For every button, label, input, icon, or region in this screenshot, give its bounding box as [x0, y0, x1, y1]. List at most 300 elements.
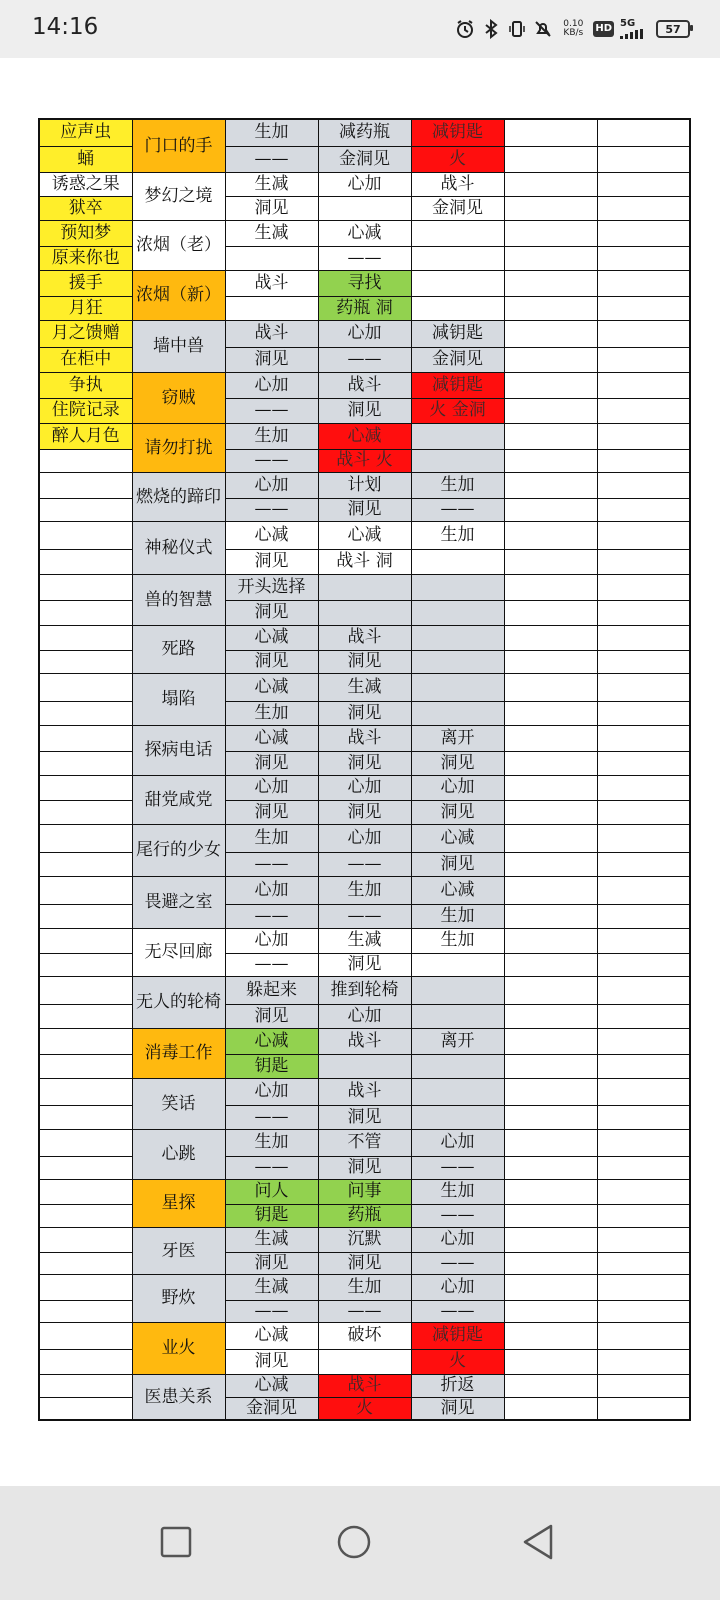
option-cell — [597, 904, 690, 928]
option-cell: 战斗 洞 — [318, 549, 411, 574]
table-row — [39, 775, 690, 800]
option-cell: —— — [225, 1300, 318, 1322]
dream-cell — [39, 498, 132, 521]
option-cell — [597, 574, 690, 600]
option-cell: 寻找 — [318, 270, 411, 296]
option-cell: 心减 — [411, 876, 504, 904]
event-name-cell: 心跳 — [132, 1129, 225, 1179]
event-name-cell: 窃贼 — [132, 372, 225, 423]
option-cell — [504, 423, 597, 449]
dream-cell — [39, 775, 132, 800]
option-cell: 洞见 — [225, 1252, 318, 1274]
option-cell: 心减 — [318, 521, 411, 549]
back-button[interactable] — [508, 1512, 568, 1572]
option-cell — [225, 296, 318, 320]
option-cell — [504, 1204, 597, 1227]
option-cell: —— — [225, 1105, 318, 1129]
option-cell: 洞见 — [318, 1252, 411, 1274]
dream-cell — [39, 549, 132, 574]
option-cell — [597, 119, 690, 146]
table-row — [39, 372, 690, 398]
event-name-cell: 业火 — [132, 1322, 225, 1374]
option-cell — [504, 220, 597, 246]
option-cell: 洞见 — [318, 650, 411, 673]
table-row — [39, 1028, 690, 1054]
option-cell — [504, 1078, 597, 1105]
option-cell: —— — [411, 1204, 504, 1227]
option-cell: 生加 — [225, 1129, 318, 1156]
option-cell — [504, 498, 597, 521]
option-cell — [504, 119, 597, 146]
event-name-cell: 神秘仪式 — [132, 521, 225, 574]
option-cell — [597, 1300, 690, 1322]
option-cell — [597, 1156, 690, 1179]
option-cell — [597, 246, 690, 270]
dream-cell — [39, 1227, 132, 1252]
dream-cell: 狱卒 — [39, 196, 132, 220]
event-name-cell: 甜党咸党 — [132, 775, 225, 824]
dream-cell — [39, 1252, 132, 1274]
option-cell — [597, 1105, 690, 1129]
option-cell: 洞见 — [225, 196, 318, 220]
option-cell: 洞见 — [225, 347, 318, 372]
option-cell — [504, 800, 597, 824]
option-cell — [504, 246, 597, 270]
home-button[interactable] — [324, 1512, 384, 1572]
option-cell: —— — [318, 246, 411, 270]
option-cell — [318, 574, 411, 600]
table-row — [39, 270, 690, 296]
option-cell — [504, 172, 597, 196]
option-cell: 药瓶 洞 — [318, 296, 411, 320]
option-cell — [597, 775, 690, 800]
table-row — [39, 119, 690, 146]
table-row — [39, 1179, 690, 1204]
option-cell: 洞见 — [318, 953, 411, 976]
option-cell: 钥匙 — [225, 1054, 318, 1078]
option-cell — [504, 270, 597, 296]
dream-cell — [39, 1322, 132, 1349]
option-cell: 心加 — [318, 1004, 411, 1028]
option-cell — [597, 852, 690, 876]
option-cell: 心加 — [411, 1227, 504, 1252]
option-cell: 沉默 — [318, 1227, 411, 1252]
dream-cell — [39, 824, 132, 852]
option-cell: 减钥匙 — [411, 372, 504, 398]
option-cell — [504, 521, 597, 549]
option-cell: 减药瓶 — [318, 119, 411, 146]
option-cell — [504, 1374, 597, 1397]
dream-cell: 争执 — [39, 372, 132, 398]
option-cell: —— — [318, 347, 411, 372]
dream-cell — [39, 1300, 132, 1322]
network-speed-unit: KB/s — [563, 28, 584, 38]
option-cell: 心加 — [225, 928, 318, 953]
option-cell: 心减 — [225, 673, 318, 701]
dream-cell: 原来你也 — [39, 246, 132, 270]
event-name-cell: 畏避之室 — [132, 876, 225, 928]
dream-cell — [39, 701, 132, 725]
dream-cell — [39, 852, 132, 876]
option-cell — [504, 928, 597, 953]
option-cell: —— — [225, 953, 318, 976]
option-cell: 洞见 — [225, 549, 318, 574]
option-cell: 战斗 火 — [318, 449, 411, 472]
option-cell — [597, 172, 690, 196]
option-cell — [597, 824, 690, 852]
option-cell — [597, 449, 690, 472]
event-name-cell: 野炊 — [132, 1274, 225, 1322]
square-icon — [159, 1525, 193, 1559]
option-cell: 火 — [411, 146, 504, 172]
option-cell: 战斗 — [225, 270, 318, 296]
option-cell — [504, 904, 597, 928]
option-cell: 生加 — [225, 119, 318, 146]
option-cell: 心减 — [411, 824, 504, 852]
option-cell: —— — [225, 449, 318, 472]
option-cell — [504, 1004, 597, 1028]
option-cell — [597, 876, 690, 904]
option-cell: 洞见 — [411, 800, 504, 824]
option-cell: 生加 — [411, 904, 504, 928]
option-cell: 洞见 — [411, 751, 504, 775]
network-speed-value: 0.10 — [563, 19, 584, 29]
option-cell — [504, 1227, 597, 1252]
option-cell — [411, 625, 504, 650]
dream-cell — [39, 1078, 132, 1105]
option-cell: 减钥匙 — [411, 1322, 504, 1349]
option-cell: —— — [411, 1300, 504, 1322]
dream-cell — [39, 1156, 132, 1179]
hd-icon: HD — [593, 21, 614, 37]
option-cell: 火 — [411, 1349, 504, 1374]
option-cell: —— — [411, 1156, 504, 1179]
option-cell — [411, 1105, 504, 1129]
option-cell: 心减 — [318, 220, 411, 246]
option-cell: 生加 — [225, 824, 318, 852]
dream-cell — [39, 600, 132, 625]
option-cell — [597, 549, 690, 574]
option-cell: 减钥匙 — [411, 119, 504, 146]
option-cell — [504, 1105, 597, 1129]
dream-cell — [39, 751, 132, 775]
option-cell: 心减 — [225, 1028, 318, 1054]
option-cell: 破坏 — [318, 1322, 411, 1349]
option-cell: 问人 — [225, 1179, 318, 1204]
option-cell: 问事 — [318, 1179, 411, 1204]
option-cell: —— — [225, 852, 318, 876]
option-cell — [597, 1129, 690, 1156]
option-cell — [411, 1078, 504, 1105]
dream-cell — [39, 928, 132, 953]
dream-cell — [39, 1179, 132, 1204]
option-cell: 开头选择 — [225, 574, 318, 600]
table-row — [39, 1374, 690, 1397]
option-cell: 生加 — [225, 701, 318, 725]
table-row — [39, 472, 690, 498]
option-cell: 洞见 — [225, 751, 318, 775]
dream-cell — [39, 876, 132, 904]
option-cell: 洞见 — [318, 398, 411, 423]
option-cell — [597, 701, 690, 725]
option-cell: 心加 — [318, 172, 411, 196]
dream-cell — [39, 574, 132, 600]
option-cell — [597, 1322, 690, 1349]
option-cell — [411, 600, 504, 625]
option-cell: 洞见 — [411, 852, 504, 876]
dream-cell — [39, 800, 132, 824]
option-cell — [225, 246, 318, 270]
option-cell: 离开 — [411, 725, 504, 751]
dream-cell — [39, 904, 132, 928]
option-cell: 洞见 — [225, 1004, 318, 1028]
option-cell — [411, 296, 504, 320]
option-cell: 心加 — [225, 1078, 318, 1105]
option-cell — [504, 775, 597, 800]
table-row — [39, 220, 690, 246]
option-cell: 减钥匙 — [411, 320, 504, 347]
option-cell: 洞见 — [225, 650, 318, 673]
option-cell — [597, 1078, 690, 1105]
table-row — [39, 824, 690, 852]
dream-cell: 月之馈赠 — [39, 320, 132, 347]
dream-cell — [39, 673, 132, 701]
option-cell — [504, 1252, 597, 1274]
option-cell: 离开 — [411, 1028, 504, 1054]
option-cell — [597, 625, 690, 650]
event-name-cell: 门口的手 — [132, 119, 225, 172]
status-icons — [455, 16, 690, 42]
option-cell — [597, 347, 690, 372]
dream-cell — [39, 1054, 132, 1078]
event-name-cell: 梦幻之境 — [132, 172, 225, 220]
dream-cell — [39, 1374, 132, 1397]
event-name-cell: 浓烟（老） — [132, 220, 225, 270]
option-cell: 战斗 — [318, 372, 411, 398]
event-name-cell: 医患关系 — [132, 1374, 225, 1420]
option-cell — [597, 928, 690, 953]
option-cell — [318, 1054, 411, 1078]
event-name-cell: 尾行的少女 — [132, 824, 225, 876]
signal-icon — [620, 19, 650, 39]
option-cell — [504, 725, 597, 751]
option-cell: 心加 — [318, 824, 411, 852]
option-cell: 生减 — [225, 220, 318, 246]
option-cell: —— — [318, 904, 411, 928]
recents-button[interactable] — [146, 1512, 206, 1572]
option-cell: 心加 — [225, 372, 318, 398]
option-cell: 战斗 — [318, 1374, 411, 1397]
option-cell — [597, 725, 690, 751]
table-row — [39, 876, 690, 904]
option-cell: 生减 — [225, 1227, 318, 1252]
option-cell — [504, 372, 597, 398]
option-cell: 战斗 — [411, 172, 504, 196]
dream-cell: 诱惑之果 — [39, 172, 132, 196]
event-name-cell: 浓烟（新） — [132, 270, 225, 320]
option-cell: —— — [225, 498, 318, 521]
dream-cell — [39, 1274, 132, 1300]
dream-cell — [39, 1004, 132, 1028]
option-cell — [504, 1129, 597, 1156]
table-row — [39, 521, 690, 549]
option-cell — [411, 1004, 504, 1028]
event-name-cell: 死路 — [132, 625, 225, 673]
table-row — [39, 725, 690, 751]
event-name-cell: 塌陷 — [132, 673, 225, 725]
option-cell — [504, 449, 597, 472]
dream-cell — [39, 725, 132, 751]
option-cell — [411, 976, 504, 1004]
option-cell: 心减 — [225, 625, 318, 650]
option-cell — [597, 976, 690, 1004]
option-cell — [597, 1179, 690, 1204]
route-table — [38, 118, 691, 1421]
event-name-cell: 无尽回廊 — [132, 928, 225, 976]
option-cell — [597, 650, 690, 673]
option-cell: 计划 — [318, 472, 411, 498]
option-cell: 战斗 — [318, 725, 411, 751]
option-cell — [504, 1179, 597, 1204]
option-cell: 生减 — [225, 172, 318, 196]
dream-cell: 在柜中 — [39, 347, 132, 372]
option-cell — [597, 472, 690, 498]
option-cell: 生减 — [318, 673, 411, 701]
option-cell: 洞见 — [225, 800, 318, 824]
table-row — [39, 172, 690, 196]
option-cell — [597, 751, 690, 775]
option-cell — [597, 800, 690, 824]
signal-type: 5G — [620, 18, 636, 29]
dream-cell — [39, 650, 132, 673]
option-cell: 金洞见 — [411, 347, 504, 372]
option-cell — [504, 650, 597, 673]
option-cell: 钥匙 — [225, 1204, 318, 1227]
option-cell — [318, 196, 411, 220]
option-cell — [504, 347, 597, 372]
option-cell: —— — [318, 852, 411, 876]
option-cell — [411, 549, 504, 574]
option-cell — [411, 246, 504, 270]
dream-cell — [39, 1129, 132, 1156]
option-cell — [597, 1252, 690, 1274]
dream-cell — [39, 1397, 132, 1420]
option-cell — [504, 196, 597, 220]
option-cell — [504, 398, 597, 423]
back-triangle-icon — [520, 1523, 556, 1561]
dream-cell: 住院记录 — [39, 398, 132, 423]
option-cell: 生加 — [318, 876, 411, 904]
table-row — [39, 1274, 690, 1300]
option-cell — [411, 449, 504, 472]
dream-cell: 醉人月色 — [39, 423, 132, 449]
option-cell: 心加 — [225, 472, 318, 498]
option-cell: 洞见 — [225, 600, 318, 625]
option-cell — [597, 1397, 690, 1420]
option-cell — [597, 320, 690, 347]
dream-cell: 应声虫 — [39, 119, 132, 146]
option-cell — [597, 423, 690, 449]
option-cell — [504, 876, 597, 904]
dream-cell — [39, 1204, 132, 1227]
option-cell: 生减 — [318, 928, 411, 953]
option-cell: 洞见 — [225, 1349, 318, 1374]
option-cell — [411, 701, 504, 725]
option-cell: —— — [318, 1300, 411, 1322]
option-cell — [504, 701, 597, 725]
option-cell: 折返 — [411, 1374, 504, 1397]
option-cell: 洞见 — [318, 498, 411, 521]
option-cell — [597, 146, 690, 172]
option-cell — [597, 296, 690, 320]
option-cell: 洞见 — [318, 1105, 411, 1129]
option-cell: 洞见 — [318, 751, 411, 775]
option-cell: 火 — [318, 1397, 411, 1420]
event-name-cell: 星探 — [132, 1179, 225, 1227]
option-cell — [411, 574, 504, 600]
dream-cell: 月狂 — [39, 296, 132, 320]
option-cell: 心加 — [318, 775, 411, 800]
battery-icon — [656, 20, 690, 38]
option-cell — [504, 953, 597, 976]
table-row — [39, 1078, 690, 1105]
table-row — [39, 976, 690, 1004]
option-cell: 心加 — [411, 775, 504, 800]
dream-cell — [39, 953, 132, 976]
event-name-cell: 请勿打扰 — [132, 423, 225, 472]
event-name-cell: 消毒工作 — [132, 1028, 225, 1078]
option-cell: 心加 — [225, 876, 318, 904]
option-cell — [411, 220, 504, 246]
status-time: 14:16 — [32, 14, 99, 40]
option-cell: 药瓶 — [318, 1204, 411, 1227]
option-cell: 心加 — [225, 775, 318, 800]
event-name-cell: 墙中兽 — [132, 320, 225, 372]
option-cell — [597, 1028, 690, 1054]
option-cell — [597, 398, 690, 423]
option-cell — [504, 1156, 597, 1179]
option-cell — [597, 220, 690, 246]
dream-cell — [39, 521, 132, 549]
option-cell — [318, 600, 411, 625]
option-cell — [504, 852, 597, 876]
option-cell: 洞见 — [318, 800, 411, 824]
option-cell: 洞见 — [318, 701, 411, 725]
option-cell — [504, 1349, 597, 1374]
status-bar — [0, 0, 720, 58]
option-cell — [504, 1322, 597, 1349]
event-name-cell: 无人的轮椅 — [132, 976, 225, 1028]
option-cell: 推到轮椅 — [318, 976, 411, 1004]
option-cell — [504, 549, 597, 574]
option-cell: 洞见 — [318, 1156, 411, 1179]
option-cell: 生加 — [318, 1274, 411, 1300]
option-cell — [597, 521, 690, 549]
event-name-cell: 兽的智慧 — [132, 574, 225, 625]
vibrate-icon — [507, 19, 527, 39]
option-cell: 生减 — [225, 1274, 318, 1300]
option-cell: 战斗 — [318, 625, 411, 650]
option-cell — [597, 1227, 690, 1252]
option-cell — [597, 196, 690, 220]
option-cell — [597, 498, 690, 521]
dream-cell — [39, 625, 132, 650]
option-cell: 心减 — [225, 725, 318, 751]
dream-cell: 蛹 — [39, 146, 132, 172]
option-cell — [318, 1349, 411, 1374]
option-cell: 洞见 — [411, 1397, 504, 1420]
mute-icon — [533, 19, 553, 39]
